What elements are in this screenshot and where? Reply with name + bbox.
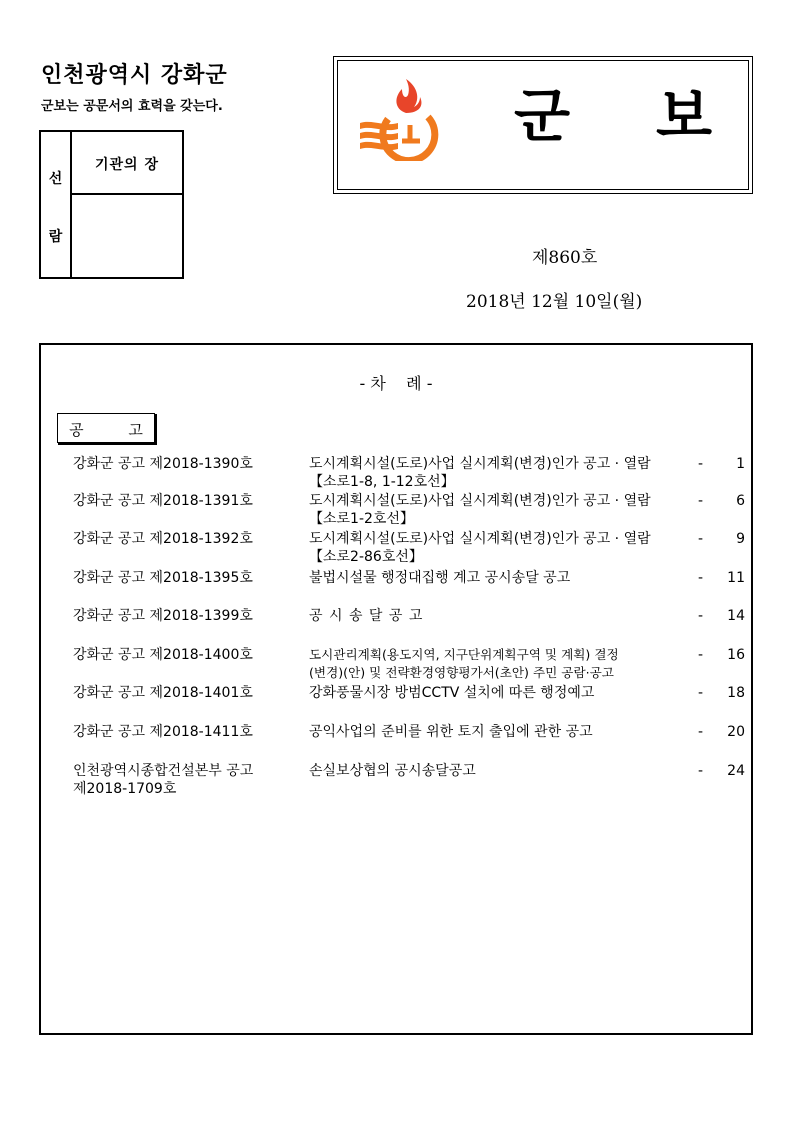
org-note: 군보는 공문서의 효력을 갖는다. <box>41 99 223 114</box>
org-name: 인천광역시 강화군 <box>41 63 228 88</box>
section-label: 공 고 <box>69 421 143 439</box>
entry-page: 24 <box>727 763 745 779</box>
entry-title-line2: 【소로2-86호선】 <box>309 549 423 565</box>
entry-title: 도시계획시설(도로)사업 실시계획(변경)인가 공고 · 열람 <box>309 493 651 509</box>
entry-title: 공 시 송 달 공 고 <box>309 608 424 624</box>
toc-entry[interactable] <box>41 607 751 625</box>
entry-number: 강화군 공고 제2018-1400호 <box>73 647 253 663</box>
toc-entry[interactable] <box>41 530 751 566</box>
issue-date: 2018년 12월 10일(월) <box>466 292 643 312</box>
entry-title: 도시관리계획(용도지역, 지구단위계획구역 및 계획) 결정 <box>309 647 619 662</box>
entry-page: 6 <box>736 493 745 509</box>
entry-dash: - <box>698 763 704 779</box>
approval-box <box>39 130 184 279</box>
entry-title: 공익사업의 준비를 위한 토지 출입에 관한 공고 <box>309 724 593 740</box>
entry-dash: - <box>698 456 704 472</box>
entry-title-line2: 【소로1-2호선】 <box>309 511 414 527</box>
approval-side-label-1: 선 <box>48 171 63 187</box>
entry-page: 14 <box>727 608 745 624</box>
entry-title-line2: (변경)(안) 및 전략환경영향평가서(초안) 주민 공람·공고 <box>309 665 614 680</box>
toc-entry[interactable] <box>41 762 751 798</box>
entry-number: 강화군 공고 제2018-1395호 <box>73 570 253 586</box>
entry-dash: - <box>698 647 704 663</box>
entry-page: 20 <box>727 724 745 740</box>
entry-number: 강화군 공고 제2018-1392호 <box>73 531 253 547</box>
toc-entry[interactable] <box>41 455 751 491</box>
entry-page: 1 <box>736 456 745 472</box>
entry-page: 18 <box>727 685 745 701</box>
entry-dash: - <box>698 570 704 586</box>
entry-number: 강화군 공고 제2018-1401호 <box>73 685 253 701</box>
toc-entry[interactable] <box>41 569 751 587</box>
entry-number: 강화군 공고 제2018-1391호 <box>73 493 253 509</box>
entry-title: 도시계획시설(도로)사업 실시계획(변경)인가 공고 · 열람 <box>309 531 651 547</box>
entry-number: 강화군 공고 제2018-1399호 <box>73 608 253 624</box>
entry-title: 손실보상협의 공시송달공고 <box>309 763 476 779</box>
entry-dash: - <box>698 685 704 701</box>
entry-page: 16 <box>727 647 745 663</box>
toc-title: - 차 례 - <box>359 374 433 393</box>
approval-column-head: 기관의 장 <box>95 157 159 173</box>
entry-dash: - <box>698 493 704 509</box>
entry-page: 11 <box>727 570 745 586</box>
toc-entry[interactable] <box>41 684 751 702</box>
section-label-box <box>57 413 155 443</box>
entry-title: 도시계획시설(도로)사업 실시계획(변경)인가 공고 · 열람 <box>309 456 651 472</box>
entry-number: 강화군 공고 제2018-1411호 <box>73 724 253 740</box>
entry-number-line2: 제2018-1709호 <box>73 781 177 797</box>
gangwha-county-emblem-icon <box>358 79 444 161</box>
toc-entry[interactable] <box>41 723 751 741</box>
entry-title: 강화풍물시장 방범CCTV 설치에 따른 행정예고 <box>309 685 595 701</box>
gazette-banner <box>333 56 753 194</box>
entry-dash: - <box>698 531 704 547</box>
entry-number: 강화군 공고 제2018-1390호 <box>73 456 253 472</box>
banner-title-1: 군 <box>514 82 571 150</box>
approval-side-label-2: 람 <box>48 229 63 245</box>
banner-title-2: 보 <box>656 82 713 150</box>
entry-title-line2: 【소로1-8, 1-12호선】 <box>309 474 455 490</box>
entry-page: 9 <box>736 531 745 547</box>
issue-number: 제860호 <box>532 248 598 268</box>
entry-number: 인천광역시종합건설본부 공고 <box>73 763 254 779</box>
toc-entry[interactable] <box>41 646 751 682</box>
toc-entry[interactable] <box>41 492 751 528</box>
entry-title: 불법시설물 행정대집행 계고 공시송달 공고 <box>309 570 571 586</box>
table-of-contents <box>39 343 753 1035</box>
entry-dash: - <box>698 724 704 740</box>
entry-dash: - <box>698 608 704 624</box>
